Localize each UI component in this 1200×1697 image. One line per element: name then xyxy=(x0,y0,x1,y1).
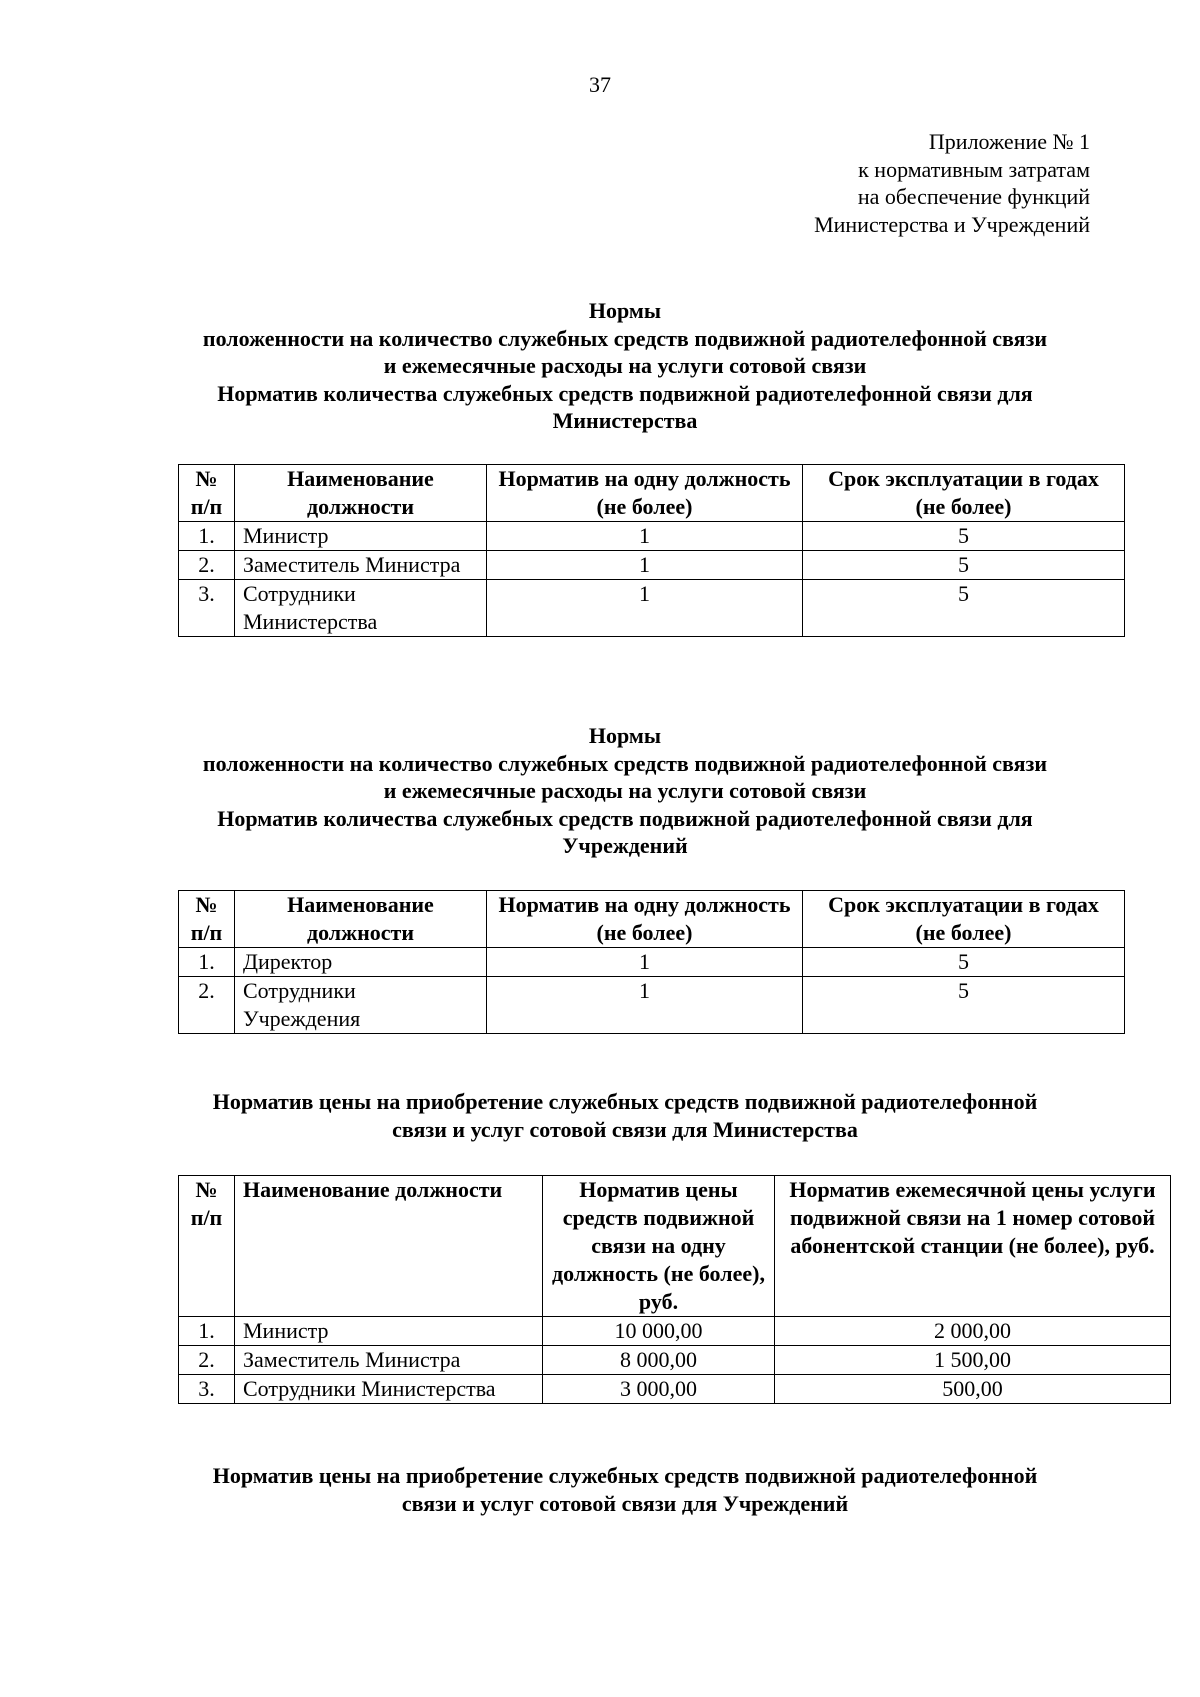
row-name: Заместитель Министра xyxy=(235,551,487,580)
header-term: Срок эксплуатации в годах (не более) xyxy=(803,465,1125,522)
row-name: Заместитель Министра xyxy=(235,1346,543,1375)
table-row xyxy=(179,977,1125,1034)
heading-line: Норматив цены на приобретение служебных средств подвижной радиотелефонной xyxy=(212,1089,1038,1114)
heading-line: Учреждений xyxy=(562,833,688,858)
row-name: Сотрудники Министерства xyxy=(235,580,487,637)
section1-heading xyxy=(150,297,1100,435)
table-row xyxy=(179,522,1125,551)
table-row xyxy=(179,1346,1171,1375)
row-norm: 1 xyxy=(487,522,803,551)
table-header-row xyxy=(179,465,1125,522)
header-term: Срок эксплуатации в годах (не более) xyxy=(803,891,1125,948)
table-header-row xyxy=(179,891,1125,948)
section3-heading xyxy=(150,1088,1100,1143)
row-term: 5 xyxy=(803,580,1125,637)
table-row xyxy=(179,551,1125,580)
heading-line: связи и услуг сотовой связи для Учреждений xyxy=(401,1490,849,1516)
row-num: 1. xyxy=(179,1317,235,1346)
appendix-line: к нормативным затратам xyxy=(858,156,1090,182)
row-term: 5 xyxy=(803,522,1125,551)
table-row xyxy=(179,1317,1171,1346)
ministry-price-table xyxy=(178,1175,1171,1404)
row-num: 3. xyxy=(179,580,235,637)
row-monthly: 1 500,00 xyxy=(775,1346,1171,1375)
heading-line: положенности на количество служебных средств подвижной радиотелефонной связи xyxy=(202,325,1048,351)
row-num: 2. xyxy=(179,1346,235,1375)
appendix-line: на обеспечение функций xyxy=(857,184,1090,209)
appendix-note xyxy=(814,128,1090,238)
row-name: Сотрудники Министерства xyxy=(235,1375,543,1404)
row-name: Директор xyxy=(235,948,487,977)
heading-line: Норматив количества служебных средств подвижной радиотелефонной связи для xyxy=(217,380,1033,406)
row-name: Министр xyxy=(235,1317,543,1346)
row-norm: 1 xyxy=(487,580,803,637)
row-num: 2. xyxy=(179,551,235,580)
heading-line: и ежемесячные расходы на услуги сотовой связи xyxy=(383,353,867,378)
header-name: Наименование должности xyxy=(235,1176,543,1317)
appendix-line: Министерства и Учреждений xyxy=(814,211,1090,237)
row-norm: 1 xyxy=(487,551,803,580)
row-price: 3 000,00 xyxy=(543,1375,775,1404)
header-monthly: Норматив ежемесячной цены услуги подвижной связи на 1 номер сотовой абонентской станции (не более), руб. xyxy=(775,1176,1171,1317)
header-norm: Норматив на одну должность (не более) xyxy=(487,891,803,948)
header-name: Наименование должности xyxy=(235,465,487,522)
heading-line: Нормы xyxy=(588,298,662,323)
page-number: 37 xyxy=(589,72,611,97)
appendix-line: Приложение № 1 xyxy=(928,129,1090,154)
table-header-row xyxy=(179,1176,1171,1317)
row-name: Министр xyxy=(235,522,487,551)
row-num: 1. xyxy=(179,948,235,977)
header-num: № п/п xyxy=(179,465,235,522)
row-term: 5 xyxy=(803,551,1125,580)
ministry-quantity-table xyxy=(178,464,1125,637)
header-num: № п/п xyxy=(179,1176,235,1317)
heading-line: и ежемесячные расходы на услуги сотовой связи xyxy=(383,778,867,803)
row-norm: 1 xyxy=(487,977,803,1034)
row-monthly: 2 000,00 xyxy=(775,1317,1171,1346)
header-num: № п/п xyxy=(179,891,235,948)
header-name: Наименование должности xyxy=(235,891,487,948)
heading-line: связи и услуг сотовой связи для Министерства xyxy=(392,1116,858,1142)
table-row xyxy=(179,948,1125,977)
table-row xyxy=(179,1375,1171,1404)
section4-heading xyxy=(150,1462,1100,1517)
heading-line: положенности на количество служебных средств подвижной радиотелефонной связи xyxy=(202,750,1048,776)
section2-heading xyxy=(150,722,1100,860)
row-num: 1. xyxy=(179,522,235,551)
header-price: Норматив цены средств подвижной связи на одну должность (не более), руб. xyxy=(543,1176,775,1317)
row-monthly: 500,00 xyxy=(775,1375,1171,1404)
table-row xyxy=(179,580,1125,637)
row-num: 3. xyxy=(179,1375,235,1404)
heading-line: Норматив количества служебных средств подвижной радиотелефонной связи для xyxy=(217,805,1033,831)
row-name: Сотрудники Учреждения xyxy=(235,977,487,1034)
row-price: 8 000,00 xyxy=(543,1346,775,1375)
row-term: 5 xyxy=(803,977,1125,1034)
row-price: 10 000,00 xyxy=(543,1317,775,1346)
row-norm: 1 xyxy=(487,948,803,977)
row-term: 5 xyxy=(803,948,1125,977)
heading-line: Нормы xyxy=(588,723,662,748)
institution-quantity-table xyxy=(178,890,1125,1034)
row-num: 2. xyxy=(179,977,235,1034)
header-norm: Норматив на одну должность (не более) xyxy=(487,465,803,522)
heading-line: Норматив цены на приобретение служебных средств подвижной радиотелефонной xyxy=(212,1463,1038,1488)
heading-line: Министерства xyxy=(552,408,698,433)
